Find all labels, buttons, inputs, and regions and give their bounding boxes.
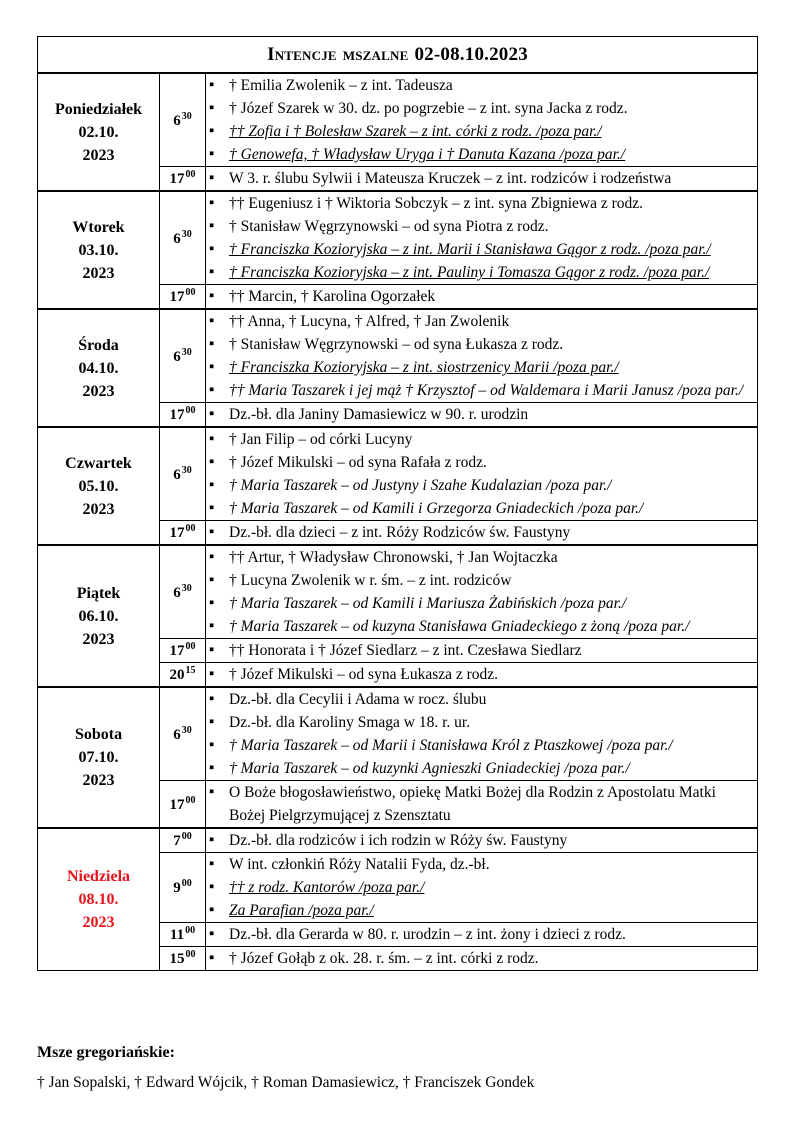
intentions-list (206, 546, 757, 638)
intention-item: ▪ † Maria Taszarek – od Marii i Stanisława Król z Ptaszkowej /poza par./ (206, 734, 757, 757)
intention-item: ▪ † Maria Taszarek – od Kamili i Grzegorza Gniadeckich /poza par./ (206, 497, 757, 520)
mass-time (160, 663, 206, 688)
mass-minutes: 00 (185, 794, 196, 806)
intentions-cell (206, 639, 758, 663)
mass-row (38, 828, 758, 853)
intention-item: ▪ †† Anna, † Lucyna, † Alfred, † Jan Zwolenik (206, 310, 757, 333)
intention-item: ▪ Za Parafian /poza par./ (206, 899, 757, 922)
intention-item: ▪ †† Maria Taszarek i jej mąż † Krzysztof – od Waldemara i Marii Janusz /poza par./ (206, 379, 757, 402)
intentions-list (206, 923, 757, 946)
intentions-list (206, 285, 757, 308)
day-date: 07.10. (78, 749, 119, 766)
intention-item: ▪ W int. członkiń Róży Natalii Fyda, dz.-bł. (206, 853, 757, 876)
mass-minutes: 00 (181, 831, 192, 842)
mass-time (160, 285, 206, 310)
day-block (38, 687, 758, 828)
mass-row (38, 73, 758, 167)
mass-minutes: 30 (181, 724, 192, 736)
mass-hour: 15 (169, 951, 185, 967)
mass-row (38, 309, 758, 403)
intention-item: ▪ † Józef Mikulski – od syna Łukasza z rodz. (206, 663, 757, 686)
day-label (38, 191, 160, 309)
day-date: 03.10. (78, 241, 119, 259)
mass-time (160, 309, 206, 403)
intention-item: ▪ † Maria Taszarek – od kuzynki Agnieszki Gniadeckiej /poza par./ (206, 757, 757, 780)
day-block (38, 545, 758, 687)
day-block (38, 191, 758, 309)
gregorian-masses-list: † Jan Sopalski, † Edward Wójcik, † Roman Damasiewicz, † Franciszek Gondek (37, 1074, 535, 1091)
intention-item: ▪ O Boże błogosławieństwo, opiekę Matki Bożej dla Rodzin z Apostolatu Matki Bożej Pielgrzymującej z Szensztatu (206, 781, 757, 827)
mass-hour: 17 (169, 407, 185, 423)
day-name: Środa (78, 336, 119, 354)
intention-item: ▪ †† Marcin, † Karolina Ogorzałek (206, 285, 757, 308)
day-label (38, 545, 160, 687)
intention-item: ▪ † Stanisław Węgrzynowski – od syna Łukasza z rodz. (206, 333, 757, 356)
mass-time (160, 781, 206, 829)
mass-minutes: 00 (185, 169, 196, 180)
intentions-cell (206, 309, 758, 403)
intentions-cell (206, 285, 758, 310)
mass-hour: 9 (173, 880, 181, 896)
day-block (38, 427, 758, 545)
intentions-cell (206, 545, 758, 639)
intentions-cell (206, 403, 758, 428)
intentions-cell (206, 781, 758, 829)
intentions-list (206, 853, 757, 922)
title-word-mszalne: mszalne (342, 43, 409, 65)
mass-hour: 17 (169, 525, 185, 541)
day-year: 2023 (82, 500, 115, 518)
day-year: 2023 (82, 914, 115, 931)
intentions-list (206, 74, 757, 166)
mass-hour: 6 (173, 230, 181, 247)
intentions-table (37, 36, 758, 971)
mass-time (160, 545, 206, 639)
intention-item: ▪ † Franciszka Kozioryjska – z int. siostrzenicy Marii /poza par./ (206, 356, 757, 379)
mass-minutes: 00 (185, 925, 196, 936)
mass-minutes: 30 (181, 110, 192, 122)
mass-minutes: 30 (181, 464, 192, 476)
day-label (38, 73, 160, 191)
mass-hour: 17 (169, 643, 185, 659)
intention-item: ▪ † Lucyna Zwolenik w r. śm. – z int. rodziców (206, 569, 757, 592)
gregorian-masses-heading: Msze gregoriańskie: (37, 1044, 175, 1061)
mass-hour: 17 (169, 289, 185, 305)
day-year: 2023 (82, 146, 115, 164)
day-date: 05.10. (78, 477, 119, 495)
mass-minutes: 00 (185, 641, 196, 652)
mass-hour: 6 (173, 584, 181, 601)
mass-row (38, 687, 758, 781)
intentions-list (206, 428, 757, 520)
day-name: Niedziela (66, 868, 131, 885)
intention-item: ▪ † Józef Szarek w 30. dz. po pogrzebie – z int. syna Jacka z rodz. (206, 97, 757, 120)
day-label (38, 828, 160, 971)
day-label (38, 309, 160, 427)
mass-time (160, 853, 206, 923)
title-date-range: 02-08.10.2023 (414, 43, 528, 65)
intentions-list (206, 310, 757, 402)
day-block (38, 73, 758, 191)
mass-minutes: 00 (185, 949, 196, 960)
day-name: Czwartek (65, 454, 132, 472)
intention-item: ▪ † Maria Taszarek – od Justyny i Szahe Kudalazian /poza par./ (206, 474, 757, 497)
intentions-list (206, 403, 757, 426)
intention-item: ▪ Dz.-bł. dla dzieci – z int. Róży Rodziców św. Faustyny (206, 521, 757, 544)
mass-minutes: 30 (181, 346, 192, 358)
mass-time (160, 639, 206, 663)
day-name: Piątek (76, 584, 121, 602)
intentions-cell (206, 521, 758, 546)
mass-time (160, 427, 206, 521)
intention-item: ▪ Dz.-bł. dla Janiny Damasiewicz w 90. r. urodzin (206, 403, 757, 426)
intentions-list (206, 781, 757, 827)
mass-hour: 6 (173, 726, 181, 743)
mass-minutes: 30 (181, 228, 192, 240)
mass-time (160, 403, 206, 428)
intentions-list (206, 167, 757, 190)
title-word-intencje: Intencje (267, 43, 337, 65)
intention-item: ▪ †† Artur, † Władysław Chronowski, † Jan Wojtaczka (206, 546, 757, 569)
intention-item: ▪ † Franciszka Kozioryjska – z int. Pauliny i Tomasza Gągor z rodz. /poza par./ (206, 261, 757, 284)
intention-item: ▪ †† z rodz. Kantorów /poza par./ (206, 876, 757, 899)
day-year: 2023 (82, 630, 115, 648)
intention-item: ▪ † Franciszka Kozioryjska – z int. Marii i Stanisława Gągor z rodz. /poza par./ (206, 238, 757, 261)
mass-minutes: 00 (181, 878, 192, 889)
intentions-cell (206, 73, 758, 167)
intention-item: ▪ † Emilia Zwolenik – z int. Tadeusza (206, 74, 757, 97)
mass-time (160, 167, 206, 192)
intentions-list (206, 192, 757, 284)
mass-hour: 6 (173, 348, 181, 365)
mass-time (160, 73, 206, 167)
mass-time (160, 687, 206, 781)
intention-item: ▪ † Józef Gołąb z ok. 28. r. śm. – z int. córki z rodz. (206, 947, 757, 970)
day-block (38, 828, 758, 971)
intentions-cell (206, 687, 758, 781)
intention-item: ▪ † Józef Mikulski – od syna Rafała z rodz. (206, 451, 757, 474)
mass-minutes: 00 (185, 287, 196, 298)
intentions-list (206, 663, 757, 686)
day-label (38, 687, 160, 828)
day-year: 2023 (82, 772, 115, 789)
day-year: 2023 (82, 264, 115, 282)
day-date: 06.10. (78, 607, 119, 625)
intentions-cell (206, 923, 758, 947)
mass-minutes: 00 (185, 405, 196, 416)
intention-item: ▪ †† Honorata i † Józef Siedlarz – z int. Czesława Siedlarz (206, 639, 757, 662)
mass-time (160, 521, 206, 546)
mass-hour: 11 (169, 927, 185, 943)
day-name: Sobota (74, 726, 123, 743)
intentions-cell (206, 663, 758, 688)
intention-item: ▪ Dz.-bł. dla Karoliny Smaga w 18. r. ur. (206, 711, 757, 734)
mass-hour: 6 (173, 112, 181, 129)
intentions-list (206, 521, 757, 544)
intention-item: ▪ Dz.-bł. dla Gerarda w 80. r. urodzin – z int. żony i dzieci z rodz. (206, 923, 757, 946)
mass-minutes: 00 (185, 523, 196, 534)
intentions-list (206, 829, 757, 852)
day-date: 04.10. (78, 359, 119, 377)
intention-item: ▪ †† Eugeniusz i † Wiktoria Sobczyk – z int. syna Zbigniewa z rodz. (206, 192, 757, 215)
mass-row (38, 427, 758, 521)
intention-item: ▪ † Maria Taszarek – od kuzyna Stanisława Gniadeckiego z żoną /poza par./ (206, 615, 757, 638)
mass-hour: 17 (169, 796, 185, 813)
day-name: Wtorek (72, 218, 125, 236)
mass-row (38, 545, 758, 639)
mass-minutes: 15 (185, 665, 196, 676)
intention-item: ▪ W 3. r. ślubu Sylwii i Mateusza Kruczek – z int. rodziców i rodzeństwa (206, 167, 757, 190)
mass-hour: 20 (169, 667, 185, 683)
intentions-cell (206, 853, 758, 923)
intentions-list (206, 947, 757, 970)
intentions-list (206, 639, 757, 662)
mass-time (160, 191, 206, 285)
day-label (38, 427, 160, 545)
page-title (38, 37, 758, 74)
intention-item: ▪ †† Zofia i † Bolesław Szarek – z int. córki z rodz. /poza par./ (206, 120, 757, 143)
intention-item: ▪ † Stanisław Węgrzynowski – od syna Piotra z rodz. (206, 215, 757, 238)
mass-time (160, 923, 206, 947)
intentions-cell (206, 947, 758, 971)
intentions-cell (206, 191, 758, 285)
mass-hour: 7 (173, 833, 181, 849)
mass-time (160, 828, 206, 853)
intentions-list (206, 688, 757, 780)
mass-hour: 17 (169, 171, 185, 187)
intentions-cell (206, 828, 758, 853)
day-date: 08.10. (78, 891, 119, 908)
mass-hour: 6 (173, 466, 181, 483)
intention-item: ▪ † Jan Filip – od córki Lucyny (206, 428, 757, 451)
mass-time (160, 947, 206, 971)
intention-item: ▪ † Genowefa, † Władysław Uryga i † Danuta Kazana /poza par./ (206, 143, 757, 166)
day-block (38, 309, 758, 427)
day-date: 02.10. (78, 123, 119, 141)
intention-item: ▪ † Maria Taszarek – od Kamili i Mariusza Żabińskich /poza par./ (206, 592, 757, 615)
intention-item: ▪ Dz.-bł. dla Cecylii i Adama w rocz. ślubu (206, 688, 757, 711)
intention-item: ▪ Dz.-bł. dla rodziców i ich rodzin w Róży św. Faustyny (206, 829, 757, 852)
day-name: Poniedziałek (54, 100, 143, 118)
mass-minutes: 30 (181, 582, 192, 594)
intentions-cell (206, 167, 758, 192)
day-year: 2023 (82, 382, 115, 400)
intentions-cell (206, 427, 758, 521)
mass-row (38, 191, 758, 285)
